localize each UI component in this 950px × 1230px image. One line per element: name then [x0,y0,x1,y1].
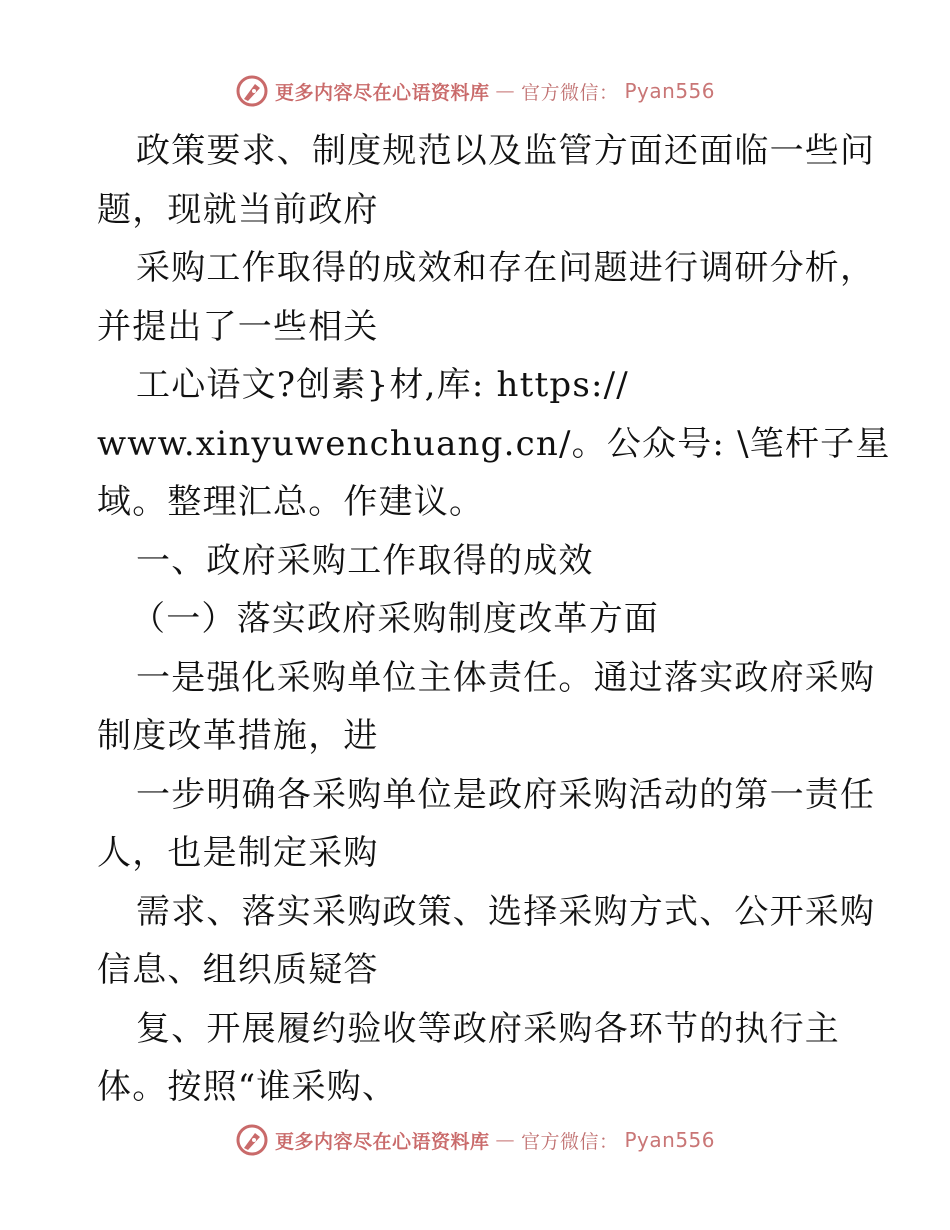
body-line: 复、开展履约验收等政府采购各环节的执行主 [136,1008,840,1049]
body-line: 题，现就当前政府 [97,189,379,230]
subsection-heading: （一）落实政府采购制度改革方面 [131,599,659,639]
body-line: 政策要求、制度规范以及监管方面还面临一些问 [136,131,876,171]
body-line: 工心语文?创素}材,库: https:// [136,365,629,405]
body-line: 一步明确各采购单位是政府采购活动的第一责任 [136,774,876,815]
body-line: 域。整理汇总。作建议。 [97,482,485,522]
body-line: www.xinyuwenchuang.cn/。公众号: \笔杆子星 [97,423,891,464]
footer-watermark [0,1120,950,1160]
watermark-label: 官方微信： [520,81,619,104]
body-line: 采购工作取得的成效和存在问题进行调研分析， [136,248,876,288]
watermark-wechat-id: Pyan556 [624,1128,716,1152]
body-line: 制度改革措施，进 [97,716,379,756]
section-heading: 一、政府采购工作取得的成效 [136,540,594,581]
document-body [97,122,891,1117]
body-line: 人，也是制定采购 [97,833,379,873]
watermark-separator: — [495,1129,515,1151]
body-line: 体。按照“谁采购、 [97,1067,398,1107]
pen-nib-circle-icon [235,74,269,108]
watermark-label: 官方微信： [520,1130,619,1153]
pen-nib-circle-icon [235,1123,269,1157]
header-watermark [0,71,950,111]
body-line: 一是强化采购单位主体责任。通过落实政府采购 [136,657,876,698]
body-line: 并提出了一些相关 [97,306,379,347]
body-line: 信息、组织质疑答 [97,950,379,990]
watermark-separator: — [495,80,515,102]
watermark-main-text: 更多内容尽在心语资料库 [274,1130,490,1153]
body-line: 需求、落实采购政策、选择采购方式、公开采购 [136,891,876,932]
watermark-main-text: 更多内容尽在心语资料库 [274,81,490,104]
watermark-wechat-id: Pyan556 [624,79,716,103]
